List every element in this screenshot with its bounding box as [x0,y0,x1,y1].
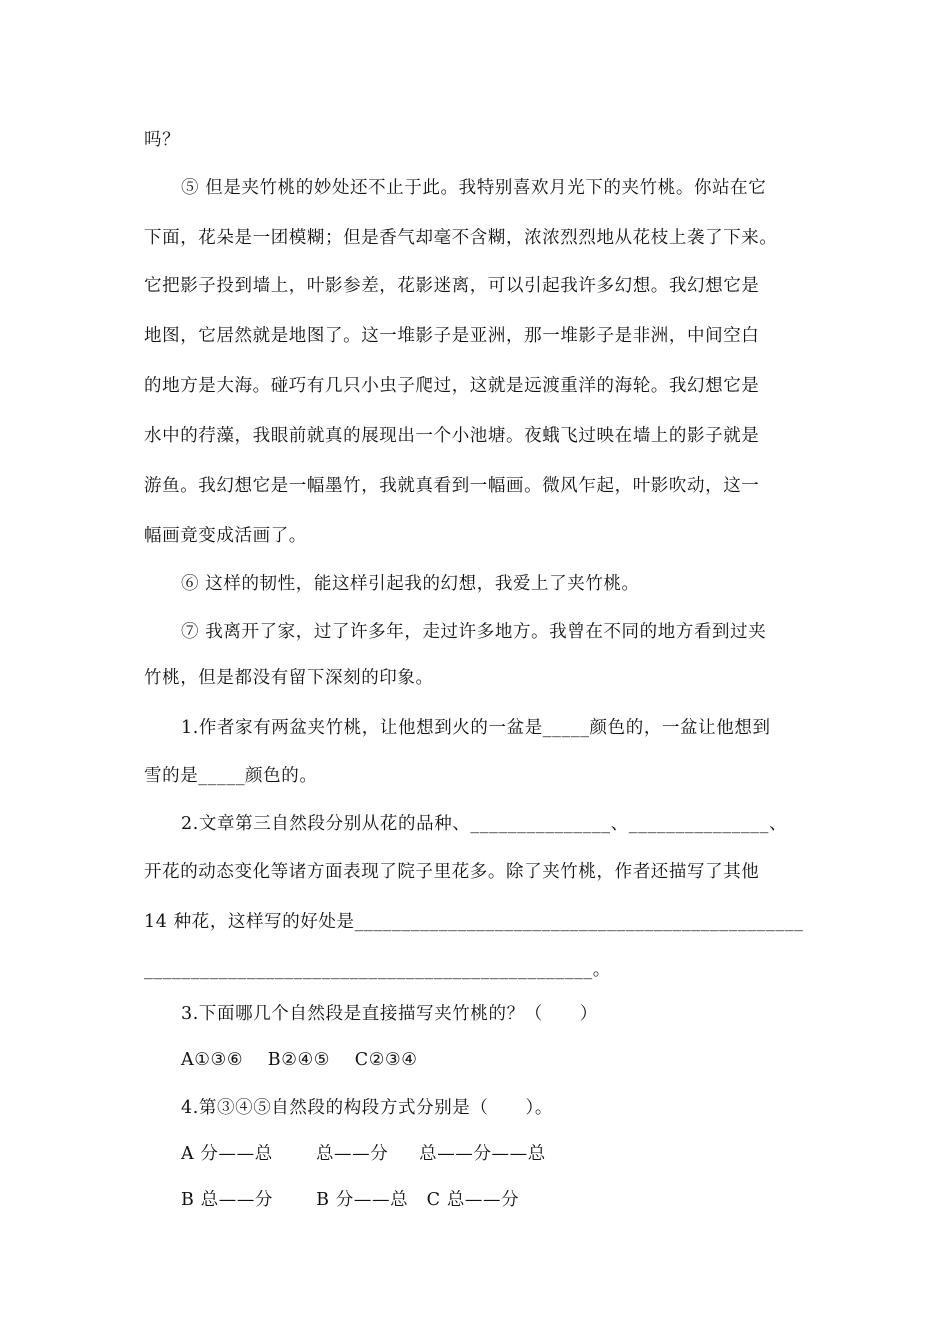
text-line: ________________________________________________。 [144,960,611,980]
text-line: 幅画竟变成活画了。 [144,526,307,546]
text-line: 游鱼。我幻想它是一幅墨竹，我就真看到一幅画。微风乍起，叶影吹动，这一 [144,476,760,496]
question-3-options: A①③⑥ B②④⑤ C②③④ [181,1050,418,1070]
text-line: 吗？ [144,130,181,150]
text-line: 它把影子投到墙上，叶影参差，花影迷离，可以引起我许多幻想。我幻想它是 [144,276,760,296]
question-4-option-b: B 总——分 B 分——总 C 总——分 [181,1190,520,1210]
paragraph-6-line: ⑥ 这样的韧性，能这样引起我的幻想，我爱上了夹竹桃。 [181,574,640,594]
question-1-line: 1.作者家有两盆夹竹桃，让他想到火的一盆是_____颜色的，一盆让他想到 [181,718,771,738]
question-4-option-a: A 分——总 总——分 总——分——总 [181,1144,546,1164]
text-line: 地图，它居然就是地图了。这一堆影子是亚洲，那一堆影子是非洲，中间空白 [144,326,760,346]
question-4-line: 4.第③④⑤自然段的构段方式分别是（ ）。 [181,1098,553,1118]
text-line: 水中的荇藻，我眼前就真的展现出一个小池塘。夜蛾飞过映在墙上的影子就是 [144,426,760,446]
text-line: 竹桃，但是都没有留下深刻的印象。 [144,668,434,688]
question-3-line: 3.下面哪几个自然段是直接描写夹竹桃的？（ ） [181,1004,598,1024]
text-line: 雪的是_____颜色的。 [144,766,318,786]
text-line: 开花的动态变化等诸方面表现了院子里花多。除了夹竹桃，作者还描写了其他 [144,862,760,882]
question-2-line: 2.文章第三自然段分别从花的品种、_______________、_______________、 [181,814,788,834]
text-line: 的地方是大海。碰巧有几只小虫子爬过，这就是远渡重洋的海轮。我幻想它是 [144,376,760,396]
paragraph-7-line: ⑦ 我离开了家，过了许多年，走过许多地方。我曾在不同的地方看到过夹 [181,622,767,642]
text-line: 14 种花，这样写的好处是________________________________________________ [144,912,804,932]
text-line: 下面，花朵是一团模糊；但是香气却毫不含糊，浓浓烈烈地从花枝上袭了下来。 [144,228,778,248]
paragraph-5-line: ⑤ 但是夹竹桃的妙处还不止于此。我特别喜欢月光下的夹竹桃。你站在它 [181,178,767,198]
